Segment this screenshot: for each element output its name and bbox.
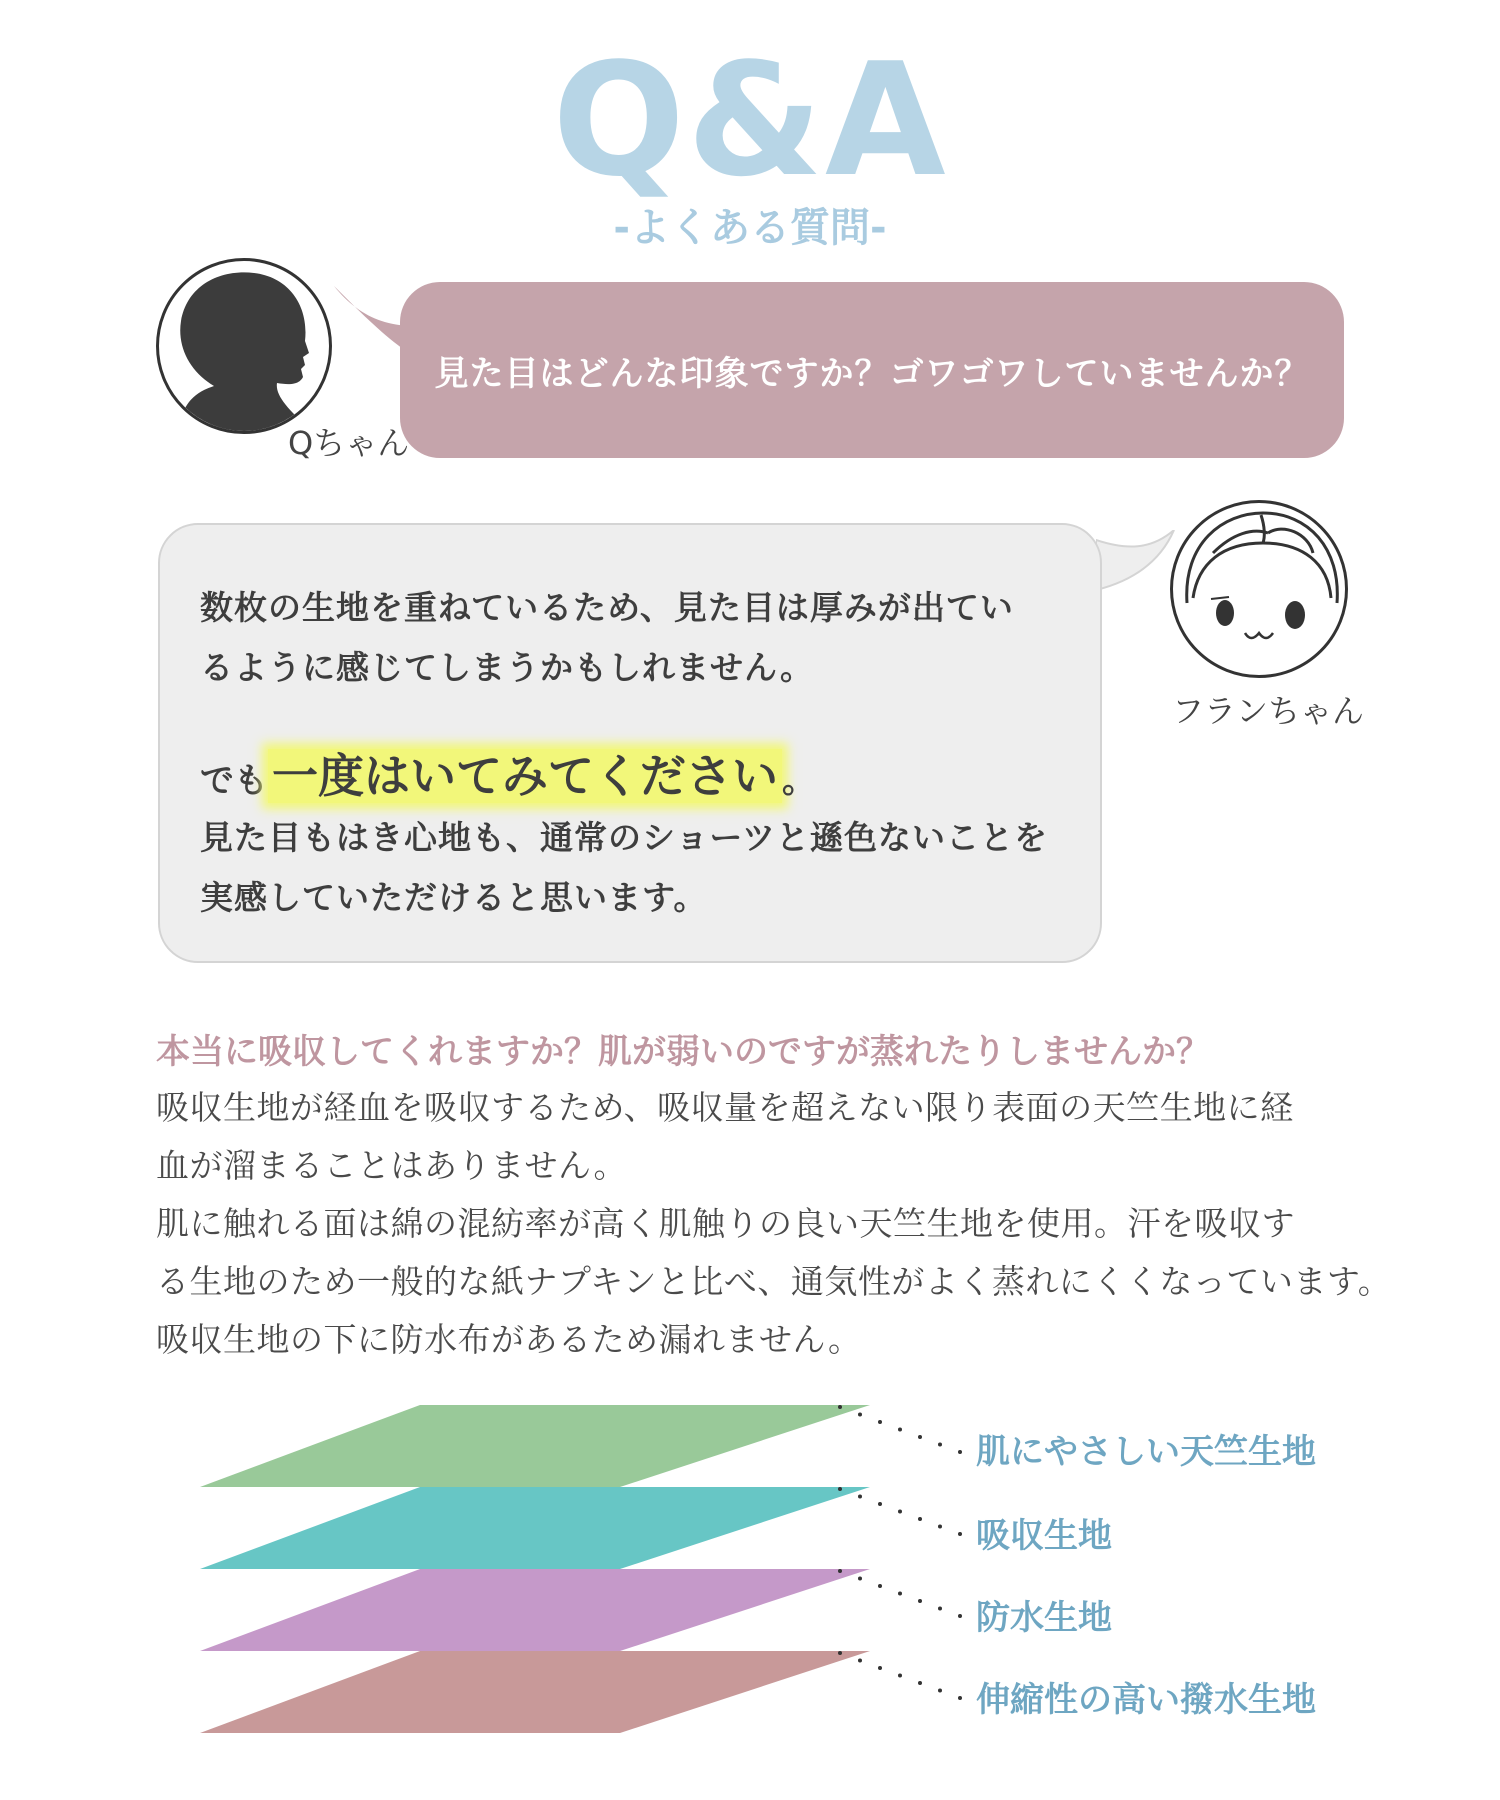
question-bubble (400, 282, 1344, 458)
connector-dot (838, 1487, 842, 1491)
answer-emphasis-line (200, 740, 816, 806)
faq-answer-line: 血が溜まることはありません。 (156, 1146, 627, 1185)
connector-dot (918, 1435, 922, 1439)
connector-dot (858, 1495, 862, 1499)
faq-answer-line: 肌に触れる面は綿の混紡率が高く肌触りの良い天竺生地を使用。汗を吸収す (156, 1204, 1295, 1243)
question-text: 見た目はどんな印象ですか？ゴワゴワしていませんか？ (434, 353, 1310, 394)
answer-highlight: 一度はいてみてください (268, 749, 782, 803)
layer-waterproof (200, 1569, 870, 1651)
connector-dot (938, 1689, 942, 1693)
connector-dot (878, 1502, 882, 1506)
answer-bubble-tail (1096, 530, 1176, 604)
connector-dot (938, 1443, 942, 1447)
layer-label-tenjiku: 肌にやさしい天竺生地 (976, 1432, 1316, 1472)
connector-dot (858, 1577, 862, 1581)
connector-dot (958, 1532, 962, 1536)
connector-dot (898, 1592, 902, 1596)
page-title: Q&A (552, 29, 948, 211)
connector-dot (858, 1413, 862, 1417)
connector-dot (958, 1450, 962, 1454)
connector-dot (878, 1420, 882, 1424)
connector-dot (898, 1428, 902, 1432)
answer-emphasis-suffix: 。 (782, 761, 816, 801)
answer-line: 実感していただけると思います。 (200, 878, 708, 917)
franchan-name: フランちゃん (1172, 692, 1365, 730)
connector-dot (838, 1651, 842, 1655)
answer-line: 見た目もはき心地も、通常のショーツと遜色ないことを (200, 818, 1049, 857)
connector-dot (918, 1599, 922, 1603)
connector-dot (838, 1405, 842, 1409)
faq-heading: 本当に吸収してくれますか？肌が弱いのですが蒸れたりしませんか？ (156, 1032, 1210, 1072)
layer-label-absorbent: 吸収生地 (976, 1516, 1112, 1556)
connector-dot (878, 1666, 882, 1670)
connector-dot (898, 1674, 902, 1678)
qchan-avatar-icon (156, 258, 332, 434)
franchan-avatar-icon (1170, 500, 1348, 678)
connector-dot (838, 1569, 842, 1573)
faq-answer-line: る生地のため一般的な紙ナプキンと比べ、通気性がよく蒸れにくくなっています。 (156, 1262, 1392, 1301)
layer-label-waterproof: 防水生地 (976, 1598, 1112, 1638)
connector-dot (958, 1614, 962, 1618)
connector-dot (958, 1696, 962, 1700)
answer-line: 数枚の生地を重ねているため、見た目は厚みが出てい (200, 588, 1014, 627)
layer-tenjiku (200, 1405, 870, 1487)
connector-dot (918, 1517, 922, 1521)
layer-label-stretch: 伸縮性の高い撥水生地 (976, 1680, 1316, 1720)
connector-dot (938, 1607, 942, 1611)
connector-dot (938, 1525, 942, 1529)
answer-emphasis-prefix: でも (200, 761, 268, 801)
qchan-name: Qちゃん (288, 424, 410, 462)
page-subtitle: -よくある質問- (613, 205, 887, 251)
layer-absorbent (200, 1487, 870, 1569)
answer-line: るように感じてしまうかもしれません。 (200, 648, 814, 687)
layer-stretch (200, 1651, 870, 1733)
connector-dot (918, 1681, 922, 1685)
faq-answer-line: 吸収生地の下に防水布があるため漏れません。 (156, 1320, 862, 1359)
faq-answer-line: 吸収生地が経血を吸収するため、吸収量を超えない限り表面の天竺生地に経 (156, 1088, 1294, 1127)
connector-dot (878, 1584, 882, 1588)
connector-dot (858, 1659, 862, 1663)
connector-dot (898, 1510, 902, 1514)
